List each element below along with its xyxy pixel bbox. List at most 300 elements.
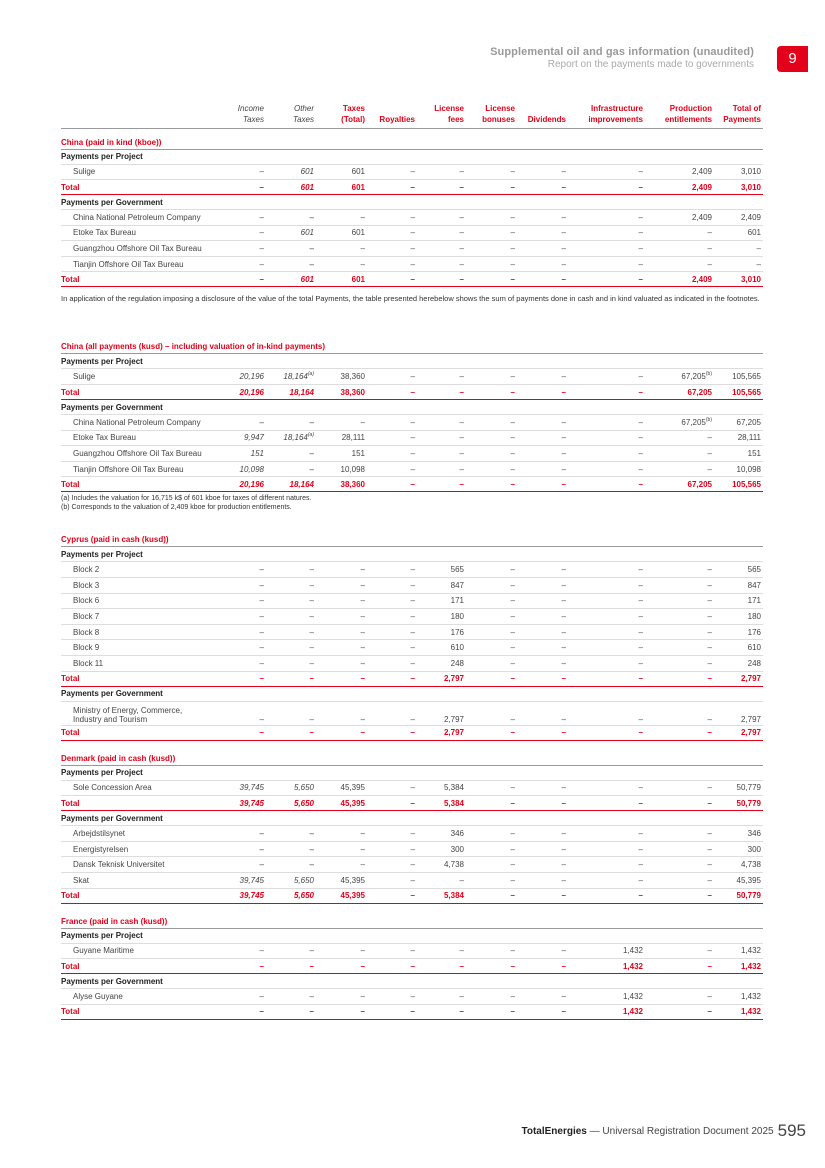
subsection-row xyxy=(61,765,763,780)
total-label: Total xyxy=(61,796,216,811)
row-label: Alyse Guyane xyxy=(61,989,216,1005)
cell-value: – xyxy=(367,225,417,241)
cell-value: – xyxy=(568,857,645,873)
total-value: 45,395 xyxy=(316,796,367,811)
subsection-row xyxy=(61,686,763,701)
cell-value: – xyxy=(568,164,645,180)
total-value: – xyxy=(417,180,466,195)
cell-value: – xyxy=(517,857,568,873)
cell-value: – xyxy=(645,989,714,1005)
row-label: Block 8 xyxy=(61,624,216,640)
cell-value: – xyxy=(466,624,517,640)
cell-value: – xyxy=(568,225,645,241)
cell-value: – xyxy=(417,415,466,431)
table-row xyxy=(61,164,763,180)
cell-value: 50,779 xyxy=(714,780,763,796)
cell-value: – xyxy=(216,943,266,959)
table-row xyxy=(61,562,763,578)
cell-value: 2,797 xyxy=(714,701,763,725)
cell-value: – xyxy=(645,225,714,241)
table-row xyxy=(61,430,763,446)
total-value: – xyxy=(417,959,466,974)
cell-value: 45,395 xyxy=(316,780,367,796)
cell-value: 28,111 xyxy=(714,430,763,446)
subsection-row xyxy=(61,928,763,943)
cell-value: 176 xyxy=(714,624,763,640)
table-row xyxy=(61,841,763,857)
cell-value: – xyxy=(645,241,714,257)
page-number: 595 xyxy=(777,1121,806,1140)
total-value: – xyxy=(517,1004,568,1019)
total-value: – xyxy=(316,725,367,740)
total-value: 1,432 xyxy=(714,1004,763,1019)
total-value: – xyxy=(466,477,517,492)
row-label: Etoke Tax Bureau xyxy=(61,225,216,241)
row-label: Sulige xyxy=(61,164,216,180)
cell-value: – xyxy=(517,593,568,609)
cell-value: – xyxy=(216,164,266,180)
cell-value: – xyxy=(417,872,466,888)
row-label: Energistyrelsen xyxy=(61,841,216,857)
cell-value: 248 xyxy=(714,656,763,672)
total-value: 1,432 xyxy=(714,959,763,974)
row-label: Sole Concession Area xyxy=(61,780,216,796)
cell-value: 9,947 xyxy=(216,430,266,446)
total-label: Total xyxy=(61,725,216,740)
total-value: – xyxy=(466,888,517,903)
total-value: – xyxy=(367,959,417,974)
cell-value: – xyxy=(517,369,568,385)
cell-value: – xyxy=(568,256,645,272)
total-value: – xyxy=(517,385,568,400)
cell-value: – xyxy=(216,256,266,272)
total-value: 2,409 xyxy=(645,272,714,287)
cell-value: – xyxy=(316,701,367,725)
cell-value: – xyxy=(316,256,367,272)
total-row xyxy=(61,888,763,903)
cell-value: – xyxy=(266,826,316,842)
total-value: – xyxy=(367,888,417,903)
subsection-row xyxy=(61,400,763,415)
total-value: – xyxy=(517,796,568,811)
cell-value: – xyxy=(568,872,645,888)
cell-value: – xyxy=(316,241,367,257)
total-value: 5,384 xyxy=(417,796,466,811)
cell-value: 1,432 xyxy=(568,989,645,1005)
cell-value: – xyxy=(266,256,316,272)
total-value: 39,745 xyxy=(216,888,266,903)
total-value: – xyxy=(645,796,714,811)
cell-value: 18,164$^{(a)}$ xyxy=(266,430,316,446)
total-label: Total xyxy=(61,180,216,195)
total-value: – xyxy=(568,477,645,492)
total-value: 2,797 xyxy=(417,671,466,686)
cell-value: – xyxy=(216,562,266,578)
cell-value: – xyxy=(216,225,266,241)
cell-value: 5,650 xyxy=(266,872,316,888)
cell-value: 565 xyxy=(714,562,763,578)
cell-value: – xyxy=(568,562,645,578)
subsection-label: Payments per Project xyxy=(61,149,763,164)
total-value: – xyxy=(216,1004,266,1019)
total-value: 601 xyxy=(266,180,316,195)
cell-value: – xyxy=(266,461,316,477)
total-value: 105,565 xyxy=(714,477,763,492)
cell-value: 1,432 xyxy=(714,989,763,1005)
table-row xyxy=(61,256,763,272)
total-value: – xyxy=(517,888,568,903)
cell-value: – xyxy=(216,989,266,1005)
cell-value: – xyxy=(216,609,266,625)
cell-value: – xyxy=(466,841,517,857)
cell-value: – xyxy=(266,656,316,672)
cell-value: – xyxy=(367,872,417,888)
cell-value: – xyxy=(517,578,568,594)
total-value: – xyxy=(367,477,417,492)
cell-value: – xyxy=(216,656,266,672)
total-value: – xyxy=(216,180,266,195)
row-label: China National Petroleum Company xyxy=(61,415,216,431)
total-row xyxy=(61,959,763,974)
cell-value: – xyxy=(645,857,714,873)
cell-value: – xyxy=(266,857,316,873)
total-value: 67,205 xyxy=(645,385,714,400)
cell-value: – xyxy=(367,989,417,1005)
total-value: – xyxy=(266,725,316,740)
subsection-row xyxy=(61,149,763,164)
total-value: 50,779 xyxy=(714,796,763,811)
cell-value: – xyxy=(645,461,714,477)
cell-value: – xyxy=(466,593,517,609)
cell-value: – xyxy=(216,578,266,594)
row-label: Block 2 xyxy=(61,562,216,578)
column-header: Income Taxes xyxy=(216,98,266,128)
table-row xyxy=(61,241,763,257)
cell-value: – xyxy=(645,256,714,272)
table-row xyxy=(61,593,763,609)
total-label: Total xyxy=(61,385,216,400)
cell-value: – xyxy=(466,656,517,672)
total-label: Total xyxy=(61,959,216,974)
cell-value: – xyxy=(367,593,417,609)
cell-value: – xyxy=(568,640,645,656)
cell-value: – xyxy=(568,780,645,796)
table-row xyxy=(61,210,763,226)
footnotes-row xyxy=(61,492,763,527)
cell-value: – xyxy=(645,780,714,796)
cell-value: 565 xyxy=(417,562,466,578)
cell-value: – xyxy=(517,624,568,640)
cell-value: – xyxy=(216,841,266,857)
cell-value: – xyxy=(645,624,714,640)
table-row xyxy=(61,826,763,842)
total-value: – xyxy=(367,725,417,740)
column-header: Production entitlements xyxy=(645,98,714,128)
cell-value: – xyxy=(568,609,645,625)
table-row xyxy=(61,872,763,888)
total-value: – xyxy=(216,725,266,740)
total-row xyxy=(61,272,763,287)
row-label: Guyane Maritime xyxy=(61,943,216,959)
section-title: China (all payments (kusd) – including valuation of in-kind payments) xyxy=(61,333,763,354)
cell-value: – xyxy=(517,943,568,959)
total-value: – xyxy=(645,1004,714,1019)
explanation-text: In application of the regulation imposing a disclosure of the value of the total Payments, the table presented herebelow shows the sum of payments done in cash and in kind valuated as indicated in the footnotes. xyxy=(61,294,760,304)
cell-value: – xyxy=(466,943,517,959)
total-value: 38,360 xyxy=(316,477,367,492)
total-value: – xyxy=(466,180,517,195)
cell-value: 18,164$^{(a)}$ xyxy=(266,369,316,385)
table-row xyxy=(61,857,763,873)
total-value: – xyxy=(568,671,645,686)
cell-value: – xyxy=(316,826,367,842)
cell-value: – xyxy=(216,241,266,257)
total-value: 39,745 xyxy=(216,796,266,811)
cell-value: 105,565 xyxy=(714,369,763,385)
cell-value: 5,650 xyxy=(266,780,316,796)
cell-value: 5,384 xyxy=(417,780,466,796)
total-value: 5,384 xyxy=(417,888,466,903)
cell-value: – xyxy=(367,656,417,672)
total-value: 3,010 xyxy=(714,180,763,195)
cell-value: – xyxy=(466,562,517,578)
cell-value: 151 xyxy=(216,446,266,462)
cell-value: – xyxy=(466,415,517,431)
cell-value: 4,738 xyxy=(714,857,763,873)
cell-value: – xyxy=(568,701,645,725)
cell-value: – xyxy=(517,241,568,257)
cell-value: 2,409 xyxy=(714,210,763,226)
cell-value: – xyxy=(417,210,466,226)
total-value: – xyxy=(568,385,645,400)
total-value: – xyxy=(216,671,266,686)
cell-value: – xyxy=(645,826,714,842)
cell-value: 45,395 xyxy=(316,872,367,888)
cell-value: – xyxy=(568,430,645,446)
total-value: 20,196 xyxy=(216,477,266,492)
subsection-label: Payments per Project xyxy=(61,765,763,780)
cell-value: 180 xyxy=(417,609,466,625)
cell-value: – xyxy=(466,609,517,625)
footnote: (a) Includes the valuation for 16,715 k$ of 601 kboe for taxes of different natures. xyxy=(61,495,312,503)
row-label: Guangzhou Offshore Oil Tax Bureau xyxy=(61,446,216,462)
total-value: 601 xyxy=(266,272,316,287)
cell-value: 38,360 xyxy=(316,369,367,385)
column-header: Royalties xyxy=(367,98,417,128)
total-value: 2,409 xyxy=(645,180,714,195)
cell-value: 1,432 xyxy=(714,943,763,959)
cell-value: – xyxy=(266,593,316,609)
cell-value: – xyxy=(316,578,367,594)
total-value: – xyxy=(367,272,417,287)
cell-value: 171 xyxy=(417,593,466,609)
table-row xyxy=(61,415,763,431)
total-value: – xyxy=(367,1004,417,1019)
section-title: France (paid in cash (kusd)) xyxy=(61,908,763,929)
cell-value: – xyxy=(568,578,645,594)
cell-value: – xyxy=(466,857,517,873)
cell-value: – xyxy=(568,593,645,609)
cell-value: – xyxy=(316,943,367,959)
section-title: Denmark (paid in cash (kusd)) xyxy=(61,745,763,766)
cell-value: – xyxy=(367,640,417,656)
cell-value: 67,205$^{(b)}$ xyxy=(645,415,714,431)
row-label: Block 3 xyxy=(61,578,216,594)
total-value: 2,797 xyxy=(714,725,763,740)
cell-value: – xyxy=(367,841,417,857)
cell-value: – xyxy=(266,624,316,640)
subsection-row xyxy=(61,974,763,989)
total-value: – xyxy=(316,1004,367,1019)
subsection-row xyxy=(61,354,763,369)
table-row xyxy=(61,578,763,594)
cell-value: 20,196 xyxy=(216,369,266,385)
total-value: – xyxy=(517,477,568,492)
table-row xyxy=(61,225,763,241)
total-value: 20,196 xyxy=(216,385,266,400)
cell-value: 346 xyxy=(714,826,763,842)
subsection-label: Payments per Project xyxy=(61,354,763,369)
total-value: – xyxy=(466,1004,517,1019)
cell-value: – xyxy=(417,225,466,241)
cell-value: 176 xyxy=(417,624,466,640)
cell-value: – xyxy=(316,857,367,873)
total-value: – xyxy=(517,180,568,195)
footer-brand: TotalEnergies xyxy=(521,1126,587,1137)
chapter-badge: 9 xyxy=(777,46,808,72)
cell-value: – xyxy=(367,578,417,594)
total-value: – xyxy=(367,180,417,195)
cell-value: 151 xyxy=(316,446,367,462)
cell-value: – xyxy=(645,640,714,656)
cell-value: – xyxy=(367,446,417,462)
table-row xyxy=(61,369,763,385)
cell-value: – xyxy=(517,841,568,857)
cell-value: 10,098 xyxy=(316,461,367,477)
cell-value: 601 xyxy=(714,225,763,241)
row-label: Dansk Teknisk Universitet xyxy=(61,857,216,873)
total-value: – xyxy=(316,671,367,686)
cell-value: – xyxy=(316,841,367,857)
cell-value: – xyxy=(466,430,517,446)
cell-value: – xyxy=(266,562,316,578)
cell-value: – xyxy=(266,943,316,959)
total-label: Total xyxy=(61,272,216,287)
cell-value: – xyxy=(645,656,714,672)
total-value: – xyxy=(466,272,517,287)
subsection-label: Payments per Government xyxy=(61,974,763,989)
cell-value: – xyxy=(417,446,466,462)
total-label: Total xyxy=(61,888,216,903)
cell-value: – xyxy=(645,841,714,857)
cell-value: – xyxy=(568,624,645,640)
total-value: – xyxy=(568,725,645,740)
column-header: Taxes (Total) xyxy=(316,98,367,128)
total-value: – xyxy=(466,671,517,686)
total-value: – xyxy=(266,671,316,686)
total-value: 601 xyxy=(316,180,367,195)
total-value: 2,797 xyxy=(714,671,763,686)
cell-value: – xyxy=(216,210,266,226)
subsection-row xyxy=(61,195,763,210)
table-row xyxy=(61,656,763,672)
cell-value: – xyxy=(316,624,367,640)
cell-value: 39,745 xyxy=(216,780,266,796)
cell-value: – xyxy=(466,446,517,462)
cell-value: – xyxy=(645,609,714,625)
cell-value: – xyxy=(568,415,645,431)
row-label: Arbejdstilsynet xyxy=(61,826,216,842)
subsection-row xyxy=(61,547,763,562)
table-row xyxy=(61,461,763,477)
total-value: – xyxy=(417,477,466,492)
cell-value: 10,098 xyxy=(216,461,266,477)
cell-value: – xyxy=(466,578,517,594)
cell-value: 610 xyxy=(714,640,763,656)
payments-table xyxy=(61,98,763,1020)
cell-value: 248 xyxy=(417,656,466,672)
subsection-label: Payments per Project xyxy=(61,928,763,943)
row-label: Block 9 xyxy=(61,640,216,656)
footnote: (b) Corresponds to the valuation of 2,409 kboe for production entitlements. xyxy=(61,504,292,512)
table-row xyxy=(61,640,763,656)
cell-value: – xyxy=(645,701,714,725)
cell-value: – xyxy=(645,943,714,959)
cell-value: – xyxy=(466,701,517,725)
table-row xyxy=(61,446,763,462)
cell-value: – xyxy=(266,640,316,656)
row-label: China National Petroleum Company xyxy=(61,210,216,226)
total-value: 50,779 xyxy=(714,888,763,903)
cell-value: – xyxy=(417,461,466,477)
cell-value: – xyxy=(466,256,517,272)
column-header: Dividends xyxy=(517,98,568,128)
total-value: – xyxy=(417,1004,466,1019)
total-value: 1,432 xyxy=(568,959,645,974)
cell-value: 300 xyxy=(714,841,763,857)
total-value: – xyxy=(216,959,266,974)
cell-value: – xyxy=(568,841,645,857)
cell-value: – xyxy=(517,989,568,1005)
footnote-marker: (a) xyxy=(307,432,314,439)
cell-value: 180 xyxy=(714,609,763,625)
total-value: – xyxy=(367,796,417,811)
total-value: – xyxy=(266,959,316,974)
row-label: Block 7 xyxy=(61,609,216,625)
cell-value: – xyxy=(367,256,417,272)
cell-value: – xyxy=(266,841,316,857)
cell-value: – xyxy=(466,826,517,842)
cell-value: – xyxy=(645,446,714,462)
cell-value: – xyxy=(466,989,517,1005)
total-value: – xyxy=(568,796,645,811)
cell-value: – xyxy=(266,415,316,431)
section-title: China (paid in kind (kboe)) xyxy=(61,128,763,149)
cell-value: – xyxy=(568,210,645,226)
cell-value: – xyxy=(645,430,714,446)
total-value: – xyxy=(568,180,645,195)
total-value: – xyxy=(645,671,714,686)
column-header: License fees xyxy=(417,98,466,128)
footnote-marker: (a) xyxy=(307,371,314,378)
table-row xyxy=(61,989,763,1005)
cell-value: – xyxy=(517,415,568,431)
cell-value: – xyxy=(316,562,367,578)
cell-value: – xyxy=(466,872,517,888)
cell-value: – xyxy=(714,256,763,272)
total-value: 5,650 xyxy=(266,888,316,903)
section-title-row xyxy=(61,128,763,149)
